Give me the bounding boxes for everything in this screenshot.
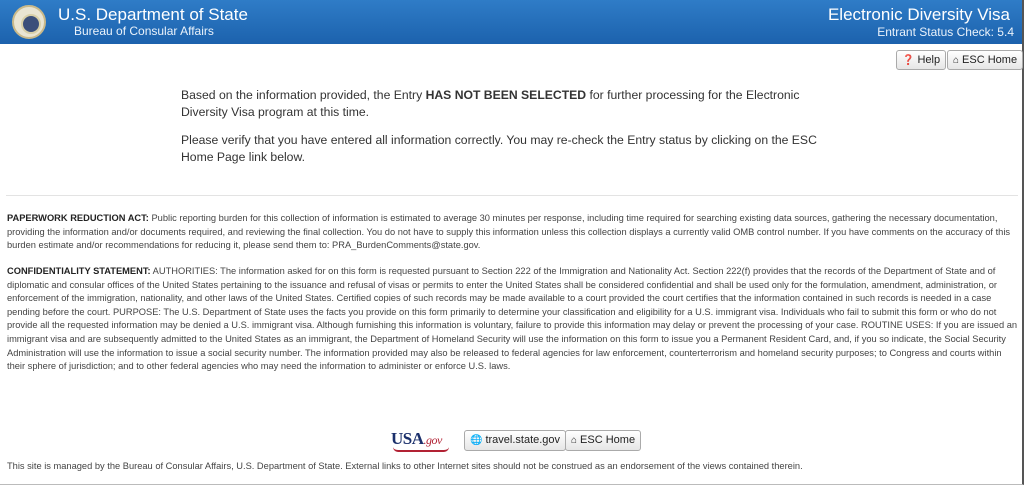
travel-state-gov-button[interactable] <box>464 430 566 451</box>
help-button-label: Help <box>917 54 941 66</box>
pra-title: PAPERWORK REDUCTION ACT: <box>7 213 149 223</box>
state-department-seal-icon <box>12 5 46 39</box>
footer-disclaimer: This site is managed by the Bureau of Consular Affairs, U.S. Department of State. External links to other Internet sites should not be construed as an endorsement of the views contained therein. <box>7 461 803 471</box>
home-icon: ⌂ <box>953 55 960 66</box>
usagov-gov: .gov <box>423 433 442 447</box>
esc-home-button[interactable] <box>947 50 1023 70</box>
verify-message: Please verify that you have entered all information correctly. You may re-check the Entry status by clicking on the ESC Home Page link below. <box>181 133 817 164</box>
result-suffix: for further processing for the Electronic Diversity Visa program at this time. <box>181 88 800 119</box>
result-prefix: Based on the information provided, the Entry <box>181 88 423 102</box>
usagov-usa: USA <box>391 429 424 448</box>
footer-esc-home-label: ESC Home <box>580 434 636 446</box>
confidentiality-statement <box>7 265 1021 374</box>
usagov-swoosh-icon <box>393 447 449 452</box>
site-header <box>0 0 1022 44</box>
usagov-logo-link[interactable] <box>391 429 442 449</box>
paperwork-reduction-act <box>7 212 1021 253</box>
result-message <box>181 87 821 121</box>
section-divider <box>6 195 1018 196</box>
travel-button-label: travel.state.gov <box>485 434 561 446</box>
esc-home-button-label: ESC Home <box>962 54 1018 66</box>
confidentiality-title: CONFIDENTIALITY STATEMENT: <box>7 266 151 276</box>
footer-esc-home-button[interactable] <box>565 430 641 451</box>
confidentiality-text: AUTHORITIES: The information asked for on this form is requested pursuant to Section 222 of the Immigration and Nationality Act. Section 222(f) provides that the records of the Department of State and of diplomatic and consular offices of the United States pertaining to the issuance and refusal of visas or permits to enter the United States shall be considered confidential and shall be used only for the formulation, amendment, administration, or enforcement of the immigration, nationality, and other laws of the United States. Certified copies of such records may be made available to a court provided the court certifies that the information contained in such records is needed in a case pending before the court. PURPOSE: The U.S. Department of State uses the facts you provide on this form primarily to determine your classification and eligibility for a U.S. immigrant visa. Individuals who fail to submit this form or who do not provide all the requested information may be denied a U.S. immigrant visa. Although furnishing this information is voluntary, failure to provide this information may delay or prevent the processing of your case. ROUTINE USES: If you are issued an immigrant visa and are subsequently admitted to the United States as an immigrant, the Department of Homeland Security will use the information on this form to issue you a Permanent Resident Card, and, if you so indicate, the Social Security Administration will use the information to issue a social security number. The information provided may also be released to federal agencies for law enforcement, counterterrorism and homeland security purposes; to Congress and courts within their sphere of jurisdiction; and to other federal agencies who may need the information to administer or enforce U.S. laws. <box>7 266 1018 372</box>
home-icon: ⌂ <box>571 435 578 446</box>
app-title: Electronic Diversity Visa <box>827 5 1010 24</box>
bureau-subtitle: Bureau of Consular Affairs <box>74 24 214 38</box>
globe-icon: 🌐 <box>470 435 483 446</box>
help-button[interactable] <box>896 50 946 70</box>
result-status: HAS NOT BEEN SELECTED <box>425 88 587 102</box>
department-title: U.S. Department of State <box>58 5 248 24</box>
app-subtitle: Entrant Status Check: 5.4 <box>877 25 1014 39</box>
question-circle-icon: ❓ <box>902 55 915 66</box>
pra-text: Public reporting burden for this collection of information is estimated to average 30 minutes per response, including time required for searching existing data sources, gathering the necessary documentation, providing the information and/or documents required, and reviewing the final collection. You do not have to supply this information unless this collection displays a currently valid OMB control number. If you have comments on the accuracy of this burden estimate and/or recommendations for reducing it, please send them to: PRA_BurdenComments@state.gov. <box>7 213 1011 251</box>
